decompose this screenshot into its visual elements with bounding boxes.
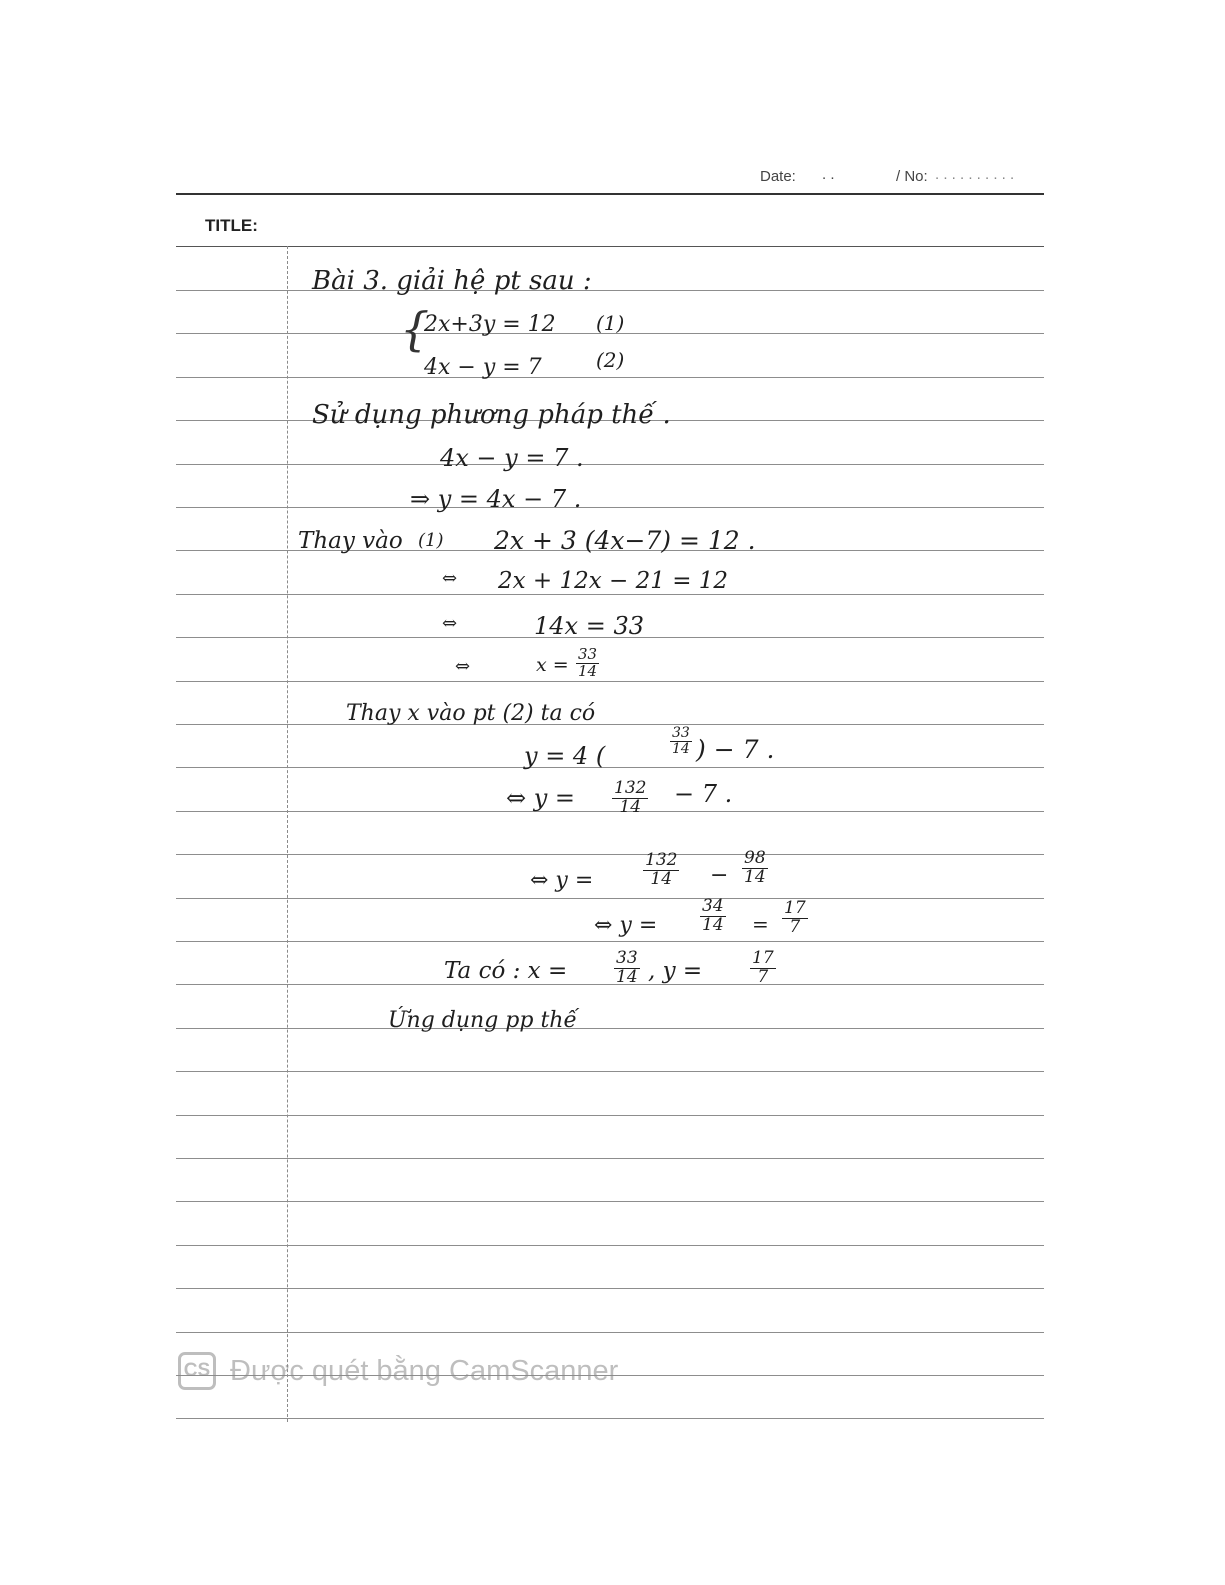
equiv-2: ⇔ (442, 613, 458, 634)
fraction-33-14-b: $\frac{33}{14}$ (616, 948, 638, 987)
ruled-line (176, 377, 1044, 378)
step-rearrange: 4x − y = 7 . (440, 444, 584, 472)
ruled-line (176, 724, 1044, 725)
substitute-label: Thay vào (298, 528, 403, 554)
ruled-line (176, 898, 1044, 899)
equiv-3: ⇔ (455, 656, 471, 677)
date-label: Date: (760, 168, 796, 185)
closing-note: Ứng dụng pp thế (388, 1008, 577, 1033)
ruled-line (176, 854, 1044, 855)
step-y-mult-b: − 7 . (674, 780, 733, 808)
equals-sign: = (752, 912, 769, 936)
header-rule (176, 193, 1044, 195)
substitute-x-line: Thay x vào pt (2) ta có (346, 701, 596, 726)
minus-sign: − (710, 863, 729, 888)
ruled-line (176, 1201, 1044, 1202)
step-y-sub-b: ) − 7 . (696, 735, 775, 764)
watermark-text: Được quét bằng CamScanner (230, 1354, 619, 1387)
fraction-33-14-a: $\frac{33}{14}$ (672, 725, 690, 757)
ruled-line (176, 290, 1044, 291)
date-dots: . . (822, 166, 835, 183)
ruled-line (176, 1332, 1044, 1333)
ruled-line (176, 1028, 1044, 1029)
ruled-line (176, 1071, 1044, 1072)
step-y-common-a: ⇔ y = (530, 868, 594, 893)
conclusion-b: , y = (648, 958, 703, 984)
fraction-98-14: $\frac{98}{14}$ (744, 848, 766, 887)
equation-1: 2x+3y = 12 (424, 312, 556, 337)
fraction-17-7-a: $\frac{17}{7}$ (784, 898, 806, 937)
step-y-expression: ⇒ y = 4x − 7 . (410, 485, 582, 513)
step-y-sub-a: y = 4 ( (524, 742, 606, 770)
equiv-1: ⇔ (442, 568, 458, 589)
step-expand: 2x + 12x − 21 = 12 (498, 568, 729, 594)
equation-2-tag: (2) (596, 348, 625, 372)
camscanner-logo-icon: CS (178, 1352, 216, 1390)
fraction-x-value: $\frac{33}{14}$ (578, 645, 598, 680)
step-y-mult-a: ⇔ y = (506, 784, 576, 812)
fraction-132-14-b: $\frac{132}{14}$ (645, 850, 678, 889)
number-dots: . . . . . . . . . . (935, 166, 1015, 183)
fraction-132-14-a: $\frac{132}{14}$ (614, 778, 647, 817)
exercise-heading: Bài 3. giải hệ pt sau : (312, 266, 592, 296)
equation-2: 4x − y = 7 (424, 355, 542, 380)
step-substitute: 2x + 3 (4x−7) = 12 . (494, 526, 756, 555)
ruled-line (176, 1418, 1044, 1419)
ruled-line (176, 1288, 1044, 1289)
ref-eq-1: (1) (418, 530, 444, 551)
title-rule (176, 246, 1044, 247)
ruled-line (176, 464, 1044, 465)
ruled-line (176, 811, 1044, 812)
equation-1-tag: (1) (596, 311, 625, 335)
ruled-line (176, 1245, 1044, 1246)
step-combine: 14x = 33 (534, 612, 644, 640)
title-label: TITLE: (205, 216, 258, 235)
ruled-line (176, 1158, 1044, 1159)
ruled-line (176, 767, 1044, 768)
number-label: / No: (896, 168, 928, 185)
method-line: Sử dụng phương pháp thế . (312, 400, 671, 430)
ruled-line (176, 681, 1044, 682)
fraction-34-14: $\frac{34}{14}$ (702, 896, 724, 935)
ruled-line (176, 507, 1044, 508)
brace: { (400, 302, 430, 356)
step-y-result-a: ⇔ y = (594, 913, 658, 938)
ruled-line (176, 984, 1044, 985)
ruled-line (176, 1115, 1044, 1116)
fraction-17-7-b: $\frac{17}{7}$ (752, 948, 774, 987)
ruled-line (176, 941, 1044, 942)
step-x-label: x = (536, 654, 569, 676)
conclusion-a: Ta có : x = (444, 958, 568, 984)
camscanner-watermark (178, 1352, 618, 1390)
